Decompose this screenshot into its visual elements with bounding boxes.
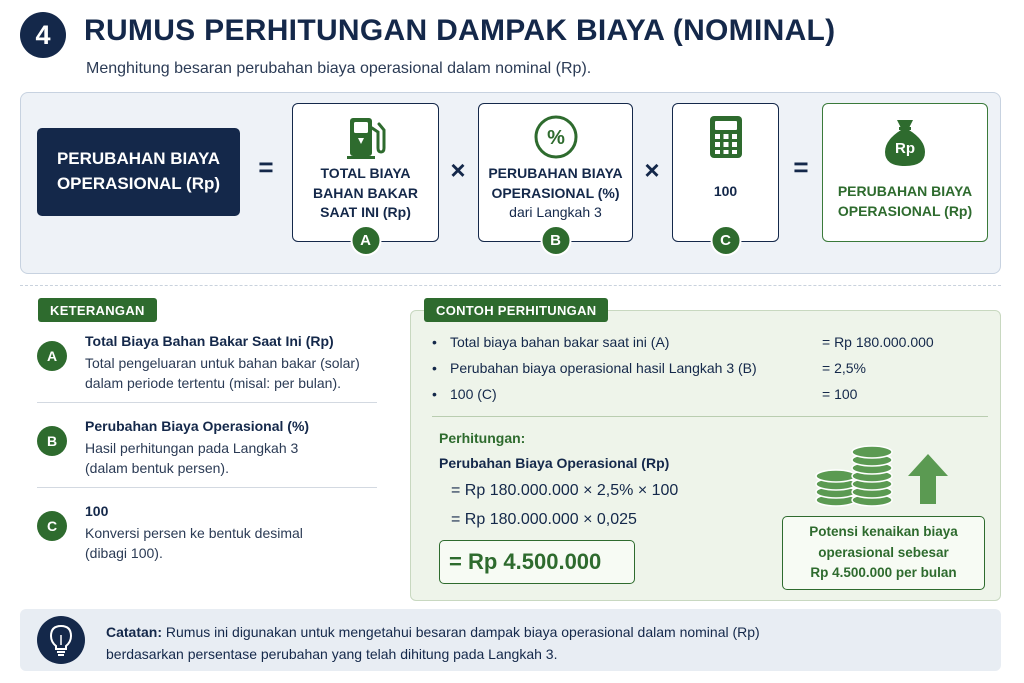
example-row-c-value: = 100 — [822, 386, 858, 402]
lightbulb-icon — [37, 616, 85, 664]
legend-desc-b1: Hasil perhitungan pada Langkah 3 — [85, 440, 299, 456]
coins-icon — [814, 440, 896, 513]
calc-step-1: = Rp 180.000.000 × 2,5% × 100 — [451, 482, 679, 499]
box-a-line2: BAHAN BAKAR — [313, 184, 418, 201]
legend-desc-b2: (dalam bentuk persen). — [85, 460, 229, 477]
example-divider — [432, 416, 988, 417]
times-sign-2: × — [644, 155, 660, 185]
legend-desc-a2: dalam periode tertentu (misal: per bulan). — [85, 375, 342, 392]
example-row-b-value: = 2,5% — [822, 360, 866, 376]
formula-lhs-box — [37, 128, 240, 216]
example-row-b-label: Perubahan biaya operasional hasil Langkah 3 (B) — [450, 360, 757, 376]
legend-title-a: Total Biaya Bahan Bakar Saat Ini (Rp) — [85, 333, 334, 349]
arrow-up-icon — [906, 452, 950, 511]
badge-a: A — [350, 225, 381, 256]
equals-sign: = — [258, 152, 274, 182]
legend-desc-c1: Konversi persen ke bentuk desimal — [85, 525, 303, 541]
calc-heading: Perhitungan: — [439, 430, 526, 446]
box-b-line2: OPERASIONAL (%) — [491, 184, 620, 201]
legend-desc-a1: Total pengeluaran untuk bahan bakar (solar) — [85, 355, 360, 371]
note-line1: Rumus ini digunakan untuk mengetahui besaran dampak biaya operasional dalam nominal (Rp) — [165, 624, 760, 640]
potential-line3: Rp 4.500.000 per bulan — [810, 565, 957, 581]
example-tag: CONTOH PERHITUNGAN — [424, 298, 608, 322]
note-label: Catatan: — [106, 624, 163, 640]
potential-line2: operasional sebesar — [818, 544, 949, 560]
example-row-c-label: 100 (C) — [450, 386, 497, 402]
formula-box-b — [478, 103, 633, 249]
legend-title-b: Perubahan Biaya Operasional (%) — [85, 418, 310, 434]
legend-badge-c: C — [37, 511, 67, 541]
potential-increase-box — [782, 516, 985, 590]
fuel-pump-icon — [344, 114, 388, 165]
note-text — [106, 622, 986, 665]
calc-result: = Rp 4.500.000 — [439, 540, 635, 584]
example-row-a-label: Total biaya bahan bakar saat ini (A) — [450, 334, 670, 350]
example-row-a: • Total biaya bahan bakar saat ini (A) — [432, 334, 670, 350]
calc-subject: Perubahan Biaya Operasional (Rp) — [439, 455, 670, 471]
section-divider — [20, 285, 1001, 286]
formula-box-a — [292, 103, 439, 249]
calc-step-2: = Rp 180.000.000 × 0,025 — [451, 511, 637, 528]
formula-box-c — [672, 103, 779, 249]
page-title: RUMUS PERHITUNGAN DAMPAK BIAYA (NOMINAL) — [84, 14, 836, 47]
legend-divider — [37, 487, 377, 488]
legend-badge-b: B — [37, 426, 67, 456]
money-bag-label: Rp — [895, 140, 915, 157]
equals-sign-2: = — [793, 152, 809, 182]
box-b-line1: PERUBAHAN BIAYA — [488, 165, 623, 181]
page-subtitle: Menghitung besaran perubahan biaya operasional dalam nominal (Rp). — [86, 60, 592, 77]
note-line2: berdasarkan persentase perubahan yang telah dihitung pada Langkah 3. — [106, 645, 558, 662]
box-a-line3: SAAT INI (Rp) — [320, 204, 411, 221]
formula-lhs-line1: PERUBAHAN BIAYA — [56, 149, 221, 169]
badge-c: C — [710, 225, 741, 256]
svg-text:%: % — [546, 127, 565, 149]
legend-divider — [37, 402, 377, 403]
example-row-c: • 100 (C) — [432, 386, 497, 402]
example-row-b: • Perubahan biaya operasional hasil Langkah 3 (B) — [432, 360, 757, 376]
legend-tag: KETERANGAN — [38, 298, 157, 322]
step-number-badge: 4 — [20, 12, 66, 58]
badge-b: B — [540, 225, 571, 256]
box-c-line1: 100 — [713, 183, 738, 199]
legend-title-c: 100 — [85, 503, 109, 519]
formula-result-box — [822, 103, 988, 242]
formula-lhs-line2: OPERASIONAL (Rp) — [56, 174, 221, 193]
calculator-icon — [708, 114, 744, 165]
box-b-line3: dari Langkah 3 — [509, 204, 602, 221]
legend-desc-c2: (dibagi 100). — [85, 545, 163, 562]
example-row-a-value: = Rp 180.000.000 — [822, 334, 934, 350]
potential-line1: Potensi kenaikan biaya — [809, 523, 958, 539]
box-a-line1: TOTAL BIAYA — [320, 165, 411, 181]
percent-icon — [533, 114, 579, 165]
result-line2: OPERASIONAL (Rp) — [837, 203, 973, 220]
result-line1: PERUBAHAN BIAYA — [837, 183, 973, 199]
money-bag-icon — [881, 116, 929, 173]
times-sign-1: × — [450, 155, 466, 185]
legend-badge-a: A — [37, 341, 67, 371]
